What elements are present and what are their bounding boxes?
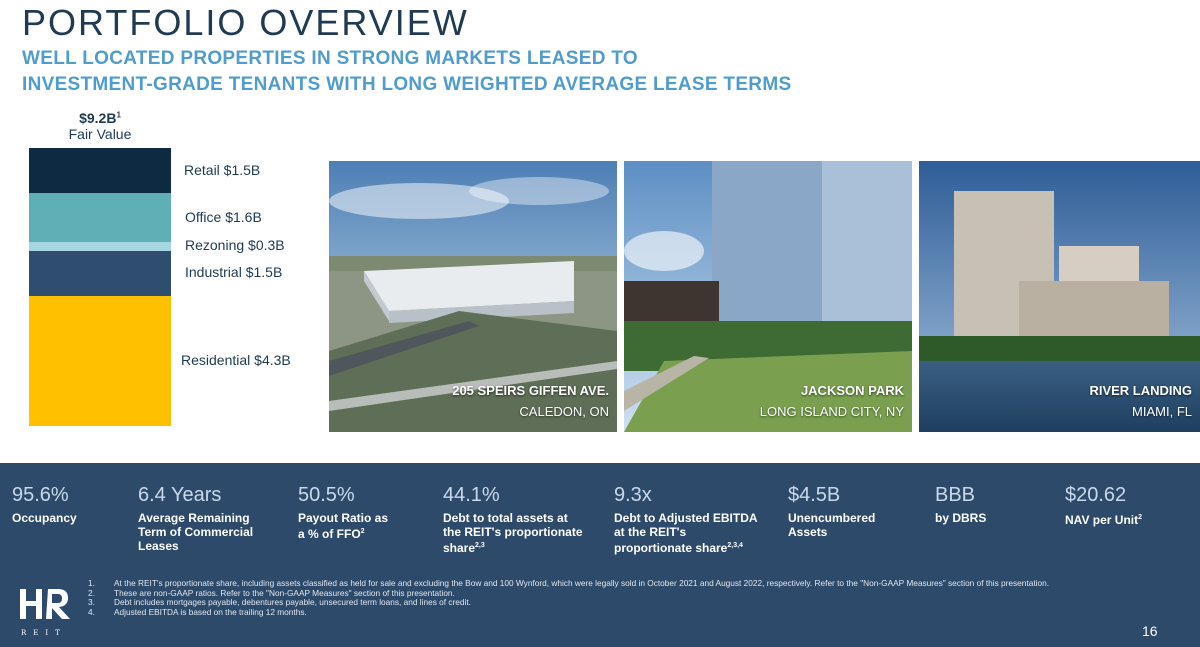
fair-value-segment-label: Industrial $1.5B bbox=[185, 264, 283, 280]
stat-label bbox=[614, 511, 764, 555]
stat-label-text: by DBRS bbox=[935, 511, 987, 525]
stat-label-text: Debt to Adjusted EBITDA at the REIT's proportionate share bbox=[614, 511, 758, 555]
stat-value: 44.1% bbox=[443, 484, 500, 506]
fair-value-segment-label: Rezoning $0.3B bbox=[185, 237, 285, 253]
property-name: JACKSON PARK bbox=[800, 383, 904, 398]
stat-lease-term bbox=[138, 484, 270, 553]
subtitle-line-1: WELL LOCATED PROPERTIES IN STRONG MARKETS LEASED TO bbox=[22, 48, 638, 69]
stat-value: $20.62 bbox=[1065, 484, 1127, 506]
stat-label-text: NAV per Unit bbox=[1065, 513, 1139, 527]
page-subtitle bbox=[22, 46, 791, 98]
stat-label-text: Payout Ratio as a % of FFO bbox=[298, 511, 389, 541]
fair-value-segment bbox=[29, 193, 171, 241]
fair-value-segment-label: Residential $4.3B bbox=[181, 352, 291, 368]
stat-debt-to-assets bbox=[443, 484, 583, 555]
footnote-1: 1. At the REIT's proportionate share, including assets classified as held for sale and excluding the Bow and 100 Wynford, which were legally sold in October 2021 and August 2022, respectively. Refer to the "Non-GAAP Measures" section of this presentation. bbox=[88, 578, 1050, 588]
logo-subtext: REIT bbox=[21, 629, 67, 637]
stat-footnote-ref: 2,3 bbox=[475, 542, 485, 549]
fair-value-amount: $9.2B bbox=[79, 110, 117, 126]
stat-label-text: Average Remaining Term of Commercial Leases bbox=[138, 511, 254, 553]
fair-value-segment bbox=[29, 148, 171, 193]
page-number: 16 bbox=[1142, 623, 1158, 639]
stat-label-text: Occupancy bbox=[12, 511, 77, 525]
stat-label bbox=[935, 511, 1035, 525]
property-photo-speirs-giffen bbox=[329, 161, 617, 432]
stat-footnote-ref: 2 bbox=[1138, 514, 1143, 521]
stat-occupancy bbox=[12, 484, 122, 525]
fair-value-segment bbox=[29, 251, 171, 296]
stat-label bbox=[298, 511, 398, 541]
footnote-4: 4. Adjusted EBITDA is based on the trailing 12 months. bbox=[88, 606, 307, 617]
fair-value-segment-label: Office $1.6B bbox=[185, 209, 262, 225]
footnote-3: 3. Debt includes mortgages payable, debentures payable, unsecured term loans, and lines of credit. bbox=[88, 597, 471, 607]
property-photo-river-landing bbox=[919, 161, 1200, 432]
hr-logo-icon bbox=[18, 587, 74, 633]
fair-value-segment bbox=[29, 296, 171, 426]
fair-value-label: Fair Value bbox=[68, 126, 132, 142]
stat-label bbox=[12, 511, 122, 525]
property-name: RIVER LANDING bbox=[1089, 383, 1192, 398]
stat-value: BBB bbox=[935, 484, 976, 506]
stat-unencumbered-assets bbox=[788, 484, 898, 539]
property-location: MIAMI, FL bbox=[1132, 404, 1192, 419]
subtitle-line-2: INVESTMENT-GRADE TENANTS WITH LONG WEIGHTED AVERAGE LEASE TERMS bbox=[22, 74, 792, 95]
stat-label bbox=[788, 511, 898, 539]
stat-label bbox=[443, 511, 583, 555]
stat-nav-per-unit bbox=[1065, 484, 1185, 527]
fair-value-footnote-ref: 1 bbox=[116, 110, 121, 120]
hr-reit-logo bbox=[18, 587, 74, 637]
stat-label-text: Unencumbered Assets bbox=[788, 511, 876, 539]
fair-value-total bbox=[70, 110, 130, 126]
stat-value: 9.3x bbox=[614, 484, 652, 506]
fair-value-segment bbox=[29, 242, 171, 251]
property-location: CALEDON, ON bbox=[519, 404, 609, 419]
property-name: 205 SPEIRS GIFFEN AVE. bbox=[452, 383, 609, 398]
stat-footnote-ref: 2,3,4 bbox=[727, 542, 743, 549]
stat-label bbox=[1065, 511, 1185, 527]
stat-value: 50.5% bbox=[298, 484, 355, 506]
fair-value-segment-label: Retail $1.5B bbox=[184, 162, 261, 178]
key-metrics-band bbox=[0, 463, 1200, 647]
stat-payout-ratio bbox=[298, 484, 398, 541]
stat-label bbox=[138, 511, 270, 553]
footnote-2: 2. These are non-GAAP ratios. Refer to the "Non-GAAP Measures" section of this presentation. bbox=[88, 587, 455, 598]
stat-footnote-ref: 2 bbox=[360, 528, 365, 535]
footnotes bbox=[88, 579, 1078, 617]
stat-label-text: Debt to total assets at the REIT's proportionate share bbox=[443, 511, 583, 555]
stat-debt-to-ebitda bbox=[614, 484, 764, 555]
page-title: PORTFOLIO OVERVIEW bbox=[22, 2, 469, 43]
property-location: LONG ISLAND CITY, NY bbox=[759, 404, 904, 419]
stat-value: $4.5B bbox=[788, 484, 841, 506]
stat-value: 6.4 Years bbox=[138, 484, 222, 506]
property-photo-jackson-park bbox=[624, 161, 912, 432]
stat-credit-rating bbox=[935, 484, 1035, 525]
stat-value: 95.6% bbox=[12, 484, 69, 506]
